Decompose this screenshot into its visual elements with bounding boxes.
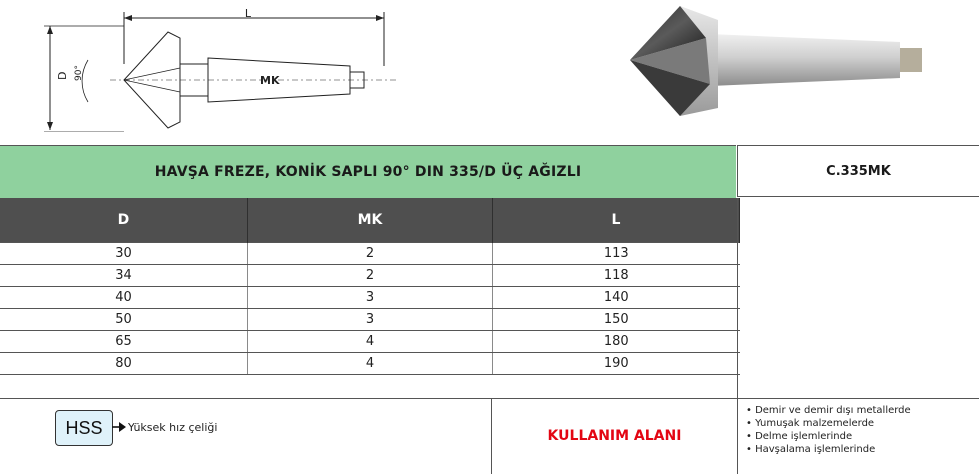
table-row — [0, 309, 740, 331]
list-item: • Delme işlemlerinde — [746, 430, 976, 443]
cell-l: 150 — [492, 309, 739, 331]
header-mk: MK — [247, 198, 492, 243]
cell-d: 65 — [0, 331, 247, 353]
cell-d: 50 — [0, 309, 247, 331]
table-row — [0, 353, 740, 375]
spec-table — [0, 198, 740, 375]
technical-drawing — [30, 8, 430, 132]
header-l: L — [492, 198, 739, 243]
cell-l: 190 — [492, 353, 739, 375]
usage-list — [746, 404, 976, 456]
cell-d: 30 — [0, 243, 247, 265]
diameter-label: D — [56, 71, 69, 80]
cell-l: 118 — [492, 265, 739, 287]
material-description: Yüksek hız çeliği — [128, 421, 218, 434]
list-item: • Yumuşak malzemelerde — [746, 417, 976, 430]
table-side-panel — [737, 198, 979, 398]
table-row — [0, 243, 740, 265]
table-row — [0, 331, 740, 353]
cell-mk: 4 — [247, 331, 492, 353]
cell-mk: 3 — [247, 287, 492, 309]
cell-l: 113 — [492, 243, 739, 265]
shank-label: MK — [260, 74, 280, 87]
table-header-row — [0, 198, 740, 243]
product-code: C.335MK — [737, 145, 979, 197]
header-d: D — [0, 198, 247, 243]
table-row — [0, 265, 740, 287]
product-photo — [610, 4, 940, 124]
usage-heading: KULLANIM ALANI — [547, 428, 682, 444]
cell-d: 34 — [0, 265, 247, 287]
footer-divider — [737, 398, 738, 474]
cell-l: 140 — [492, 287, 739, 309]
length-label: L — [244, 8, 252, 20]
arrow-right-icon — [112, 420, 126, 434]
cell-mk: 4 — [247, 353, 492, 375]
cell-mk: 2 — [247, 243, 492, 265]
material-badge: HSS — [55, 410, 113, 446]
cell-mk: 2 — [247, 265, 492, 287]
table-row — [0, 287, 740, 309]
list-item: • Demir ve demir dışı metallerde — [746, 404, 976, 417]
angle-label: 90° — [74, 65, 84, 81]
cell-d: 80 — [0, 353, 247, 375]
cell-d: 40 — [0, 287, 247, 309]
cell-mk: 3 — [247, 309, 492, 331]
cell-l: 180 — [492, 331, 739, 353]
list-item: • Havşalama işlemlerinde — [746, 443, 976, 456]
product-title: HAVŞA FREZE, KONİK SAPLI 90° DIN 335/D ÜÇ AĞIZLI — [0, 145, 736, 199]
